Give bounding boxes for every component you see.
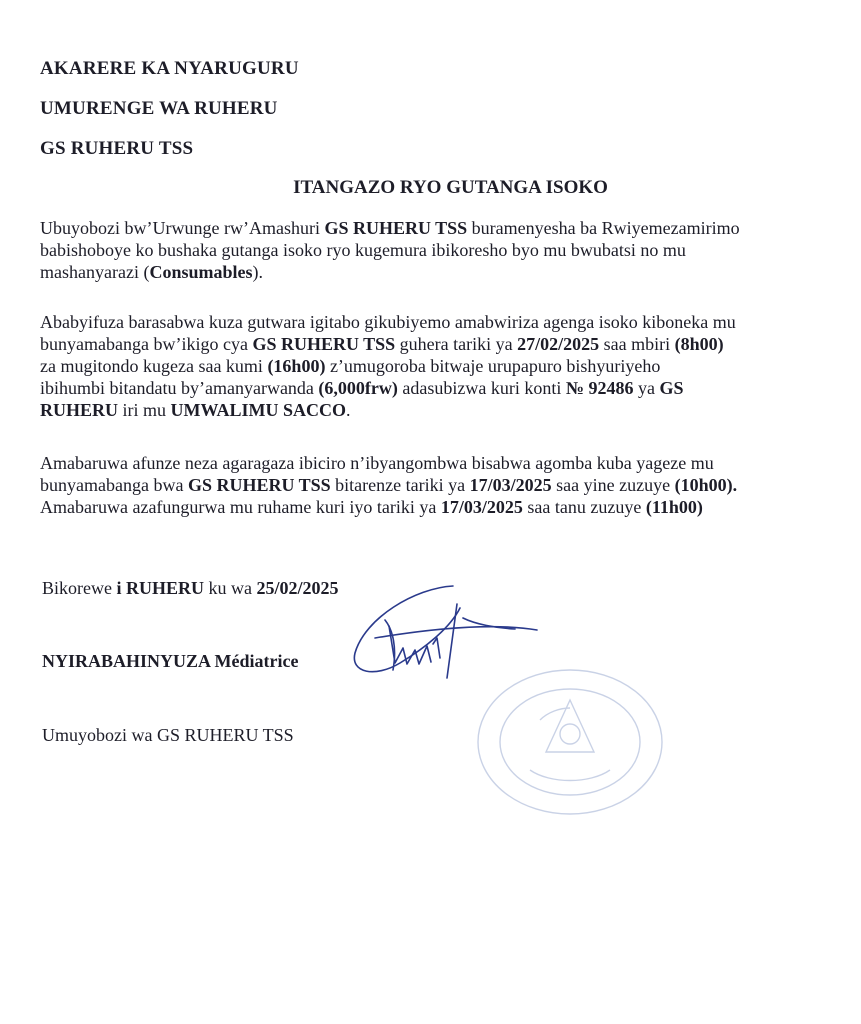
header-district: AKARERE KA NYARUGURU: [40, 58, 299, 79]
header-school: GS RUHERU TSS: [40, 138, 194, 159]
header-sector: UMURENGE WA RUHERU: [40, 98, 278, 119]
paragraph-2-line: ibihumbi bitandatu by’amanyarwanda (6,000frw) adasubizwa kuri konti № 92486 ya GS: [40, 378, 684, 398]
page-title: ITANGAZO RYO GUTANGA ISOKO: [293, 177, 608, 198]
paragraph-1-line: babishoboye ko bushaka gutanga isoko ryo kugemura ibikoresho byo mu bwubatsi no mu: [40, 240, 686, 260]
paragraph-1-line: mashanyarazi (Consumables).: [40, 262, 263, 282]
paragraph-2-line: za mugitondo kugeza saa kumi (16h00) z’umugoroba bitwaje urupapuro bishyuriyeho: [40, 356, 661, 376]
paragraph-2-line: RUHERU iri mu UMWALIMU SACCO.: [40, 400, 351, 420]
signatory-name: NYIRABAHINYUZA Médiatrice: [42, 651, 299, 671]
paragraph-2-line: bunyamabanga bw’ikigo cya GS RUHERU TSS guhera tariki ya 27/02/2025 saa mbiri (8h00): [40, 334, 724, 354]
paragraph-2-line: Ababyifuza barasabwa kuza gutwara igitabo gikubiyemo amabwiriza agenga isoko kiboneka mu: [40, 312, 736, 332]
stamp-icon: [470, 660, 675, 820]
paragraph-2: [40, 311, 861, 421]
paragraph-3: [40, 452, 861, 518]
paragraph-1: [40, 217, 861, 283]
paragraph-3-line: Amabaruwa azafungurwa mu ruhame kuri iyo tariki ya 17/03/2025 saa tanu zuzuye (11h00): [40, 497, 703, 517]
paragraph-1-line: Ubuyobozi bw’Urwunge rw’Amashuri GS RUHERU TSS buramenyesha ba Rwiyemezamirimo: [40, 218, 740, 238]
paragraph-3-line: bunyamabanga bwa GS RUHERU TSS bitarenze tariki ya 17/03/2025 saa yine zuzuye (10h00).: [40, 475, 738, 495]
done-at-line: Bikorewe i RUHERU ku wa 25/02/2025: [42, 578, 339, 598]
signatory-title: Umuyobozi wa GS RUHERU TSS: [42, 725, 294, 745]
paragraph-3-line: Amabaruwa afunze neza agaragaza ibiciro n’ibyangombwa bisabwa agomba kuba yageze mu: [40, 453, 714, 473]
